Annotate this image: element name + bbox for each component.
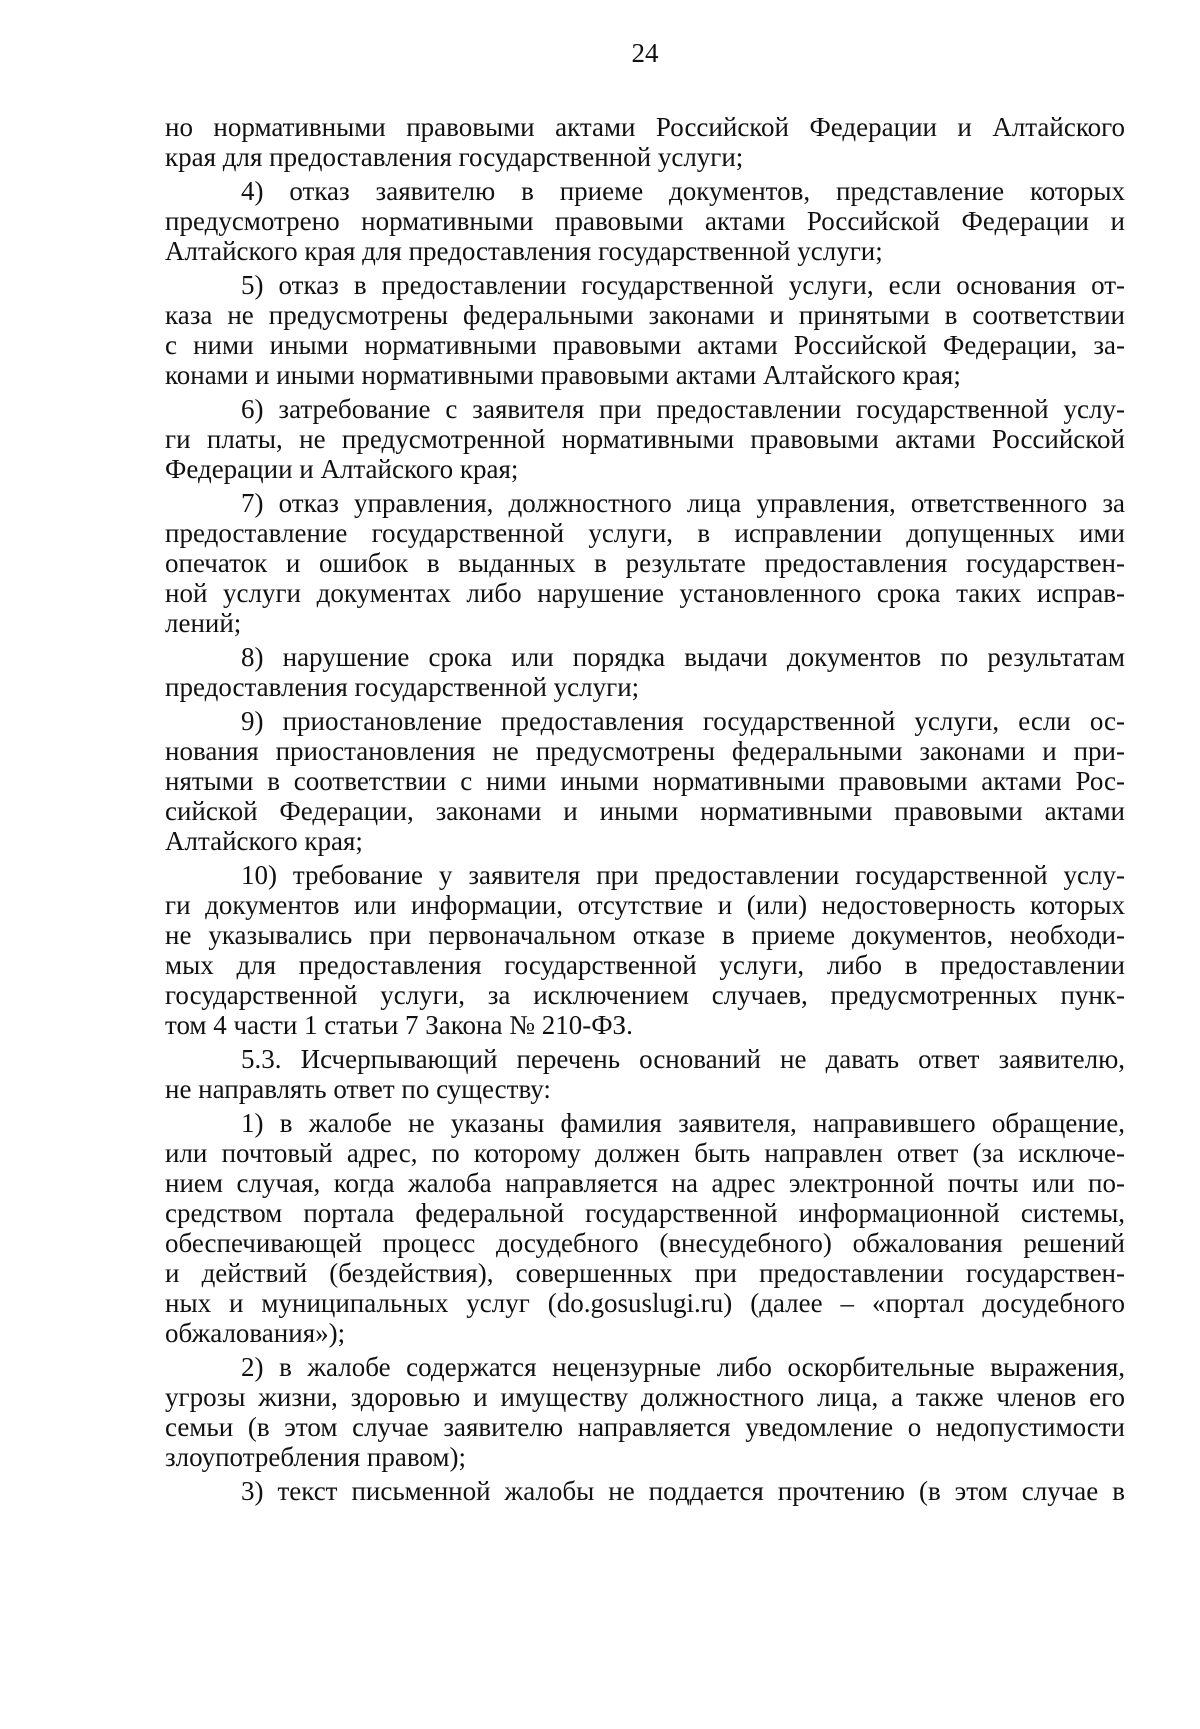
text-line: Федерации и Алтайского края; [165, 454, 519, 484]
text-line: не указывались при первоначальном отказе в приеме документов, необходи- [165, 920, 1125, 950]
text-line: нятыми в соответствии с ними иными нормативными правовыми актами Рос- [165, 766, 1125, 796]
text-line: не направлять ответ по существу: [165, 1074, 551, 1104]
text-line: 5.3. Исчерпывающий перечень оснований не давать ответ заявителю, [241, 1044, 1125, 1074]
page-number: 24 [631, 38, 659, 68]
text-line: государственной услуги, за исключением случаев, предусмотренных пунк- [165, 980, 1125, 1010]
paragraph [165, 1476, 1125, 1506]
text-line: угрозы жизни, здоровью и имуществу должностного лица, а также членов его [165, 1382, 1125, 1412]
paragraph [165, 270, 1125, 390]
text-line: конами и иными нормативными правовыми актами Алтайского края; [165, 360, 961, 390]
text-line: том 4 части 1 статьи 7 Закона № 210-ФЗ. [165, 1010, 633, 1040]
text-line: 5) отказ в предоставлении государственной услуги, если основания от- [241, 270, 1125, 300]
paragraph [165, 394, 1125, 484]
text-line: средством портала федеральной государственной информационной системы, [165, 1198, 1125, 1228]
paragraph [165, 176, 1125, 266]
paragraph [165, 1044, 1125, 1104]
text-line: 6) затребование с заявителя при предоставлении государственной услу- [241, 394, 1125, 424]
text-line: лений; [165, 608, 242, 638]
text-line: 7) отказ управления, должностного лица управления, ответственного за [241, 488, 1125, 518]
text-line: Алтайского края для предоставления государственной услуги; [165, 236, 883, 266]
text-line: сийской Федерации, законами и иными нормативными правовыми актами [165, 796, 1125, 826]
text-line: 4) отказ заявителю в приеме документов, представление которых [241, 176, 1125, 206]
text-line: 3) текст письменной жалобы не поддается прочтению (в этом случае в [241, 1476, 1125, 1506]
paragraph [165, 860, 1125, 1040]
document-body [165, 112, 1125, 1510]
text-line: ги документов или информации, отсутствие и (или) недостоверность которых [165, 890, 1125, 920]
text-line: 8) нарушение срока или порядка выдачи документов по результатам [241, 642, 1125, 672]
text-line: каза не предусмотрены федеральными законами и принятыми в соответствии [165, 300, 1125, 330]
text-line: ги платы, не предусмотренной нормативными правовыми актами Российской [165, 424, 1125, 454]
text-line: нования приостановления не предусмотрены федеральными законами и при- [165, 736, 1125, 766]
text-line: ной услуги документах либо нарушение установленного срока таких исправ- [165, 578, 1125, 608]
text-line: края для предоставления государственной услуги; [165, 142, 744, 172]
text-line: или почтовый адрес, по которому должен быть направлен ответ (за исключе- [165, 1138, 1125, 1168]
text-line: ных и муниципальных услуг (do.gosuslugi.ru) (далее – «портал досудебного [165, 1288, 1125, 1318]
paragraph [165, 112, 1125, 172]
text-line: обеспечивающей процесс досудебного (внесудебного) обжалования решений [165, 1228, 1125, 1258]
text-line: но нормативными правовыми актами Российской Федерации и Алтайского [165, 112, 1125, 142]
paragraph [165, 706, 1125, 856]
paragraph [165, 488, 1125, 638]
text-line: и действий (бездействия), совершенных при предоставлении государствен- [165, 1258, 1125, 1288]
text-line: мых для предоставления государственной услуги, либо в предоставлении [165, 950, 1125, 980]
text-line: с ними иными нормативными правовыми актами Российской Федерации, за- [165, 330, 1125, 360]
paragraph [165, 642, 1125, 702]
text-line: нием случая, когда жалоба направляется на адрес электронной почты или по- [165, 1168, 1125, 1198]
text-line: 10) требование у заявителя при предоставлении государственной услу- [241, 860, 1125, 890]
paragraph [165, 1108, 1125, 1348]
text-line: семьи (в этом случае заявителю направляется уведомление о недопустимости [165, 1412, 1125, 1442]
text-line: 9) приостановление предоставления государственной услуги, если ос- [241, 706, 1125, 736]
text-line: Алтайского края; [165, 826, 363, 856]
text-line: 1) в жалобе не указаны фамилия заявителя, направившего обращение, [241, 1108, 1125, 1138]
text-line: злоупотребления правом); [165, 1442, 466, 1472]
paragraph [165, 1352, 1125, 1472]
text-line: опечаток и ошибок в выданных в результате предоставления государствен- [165, 548, 1125, 578]
text-line: предоставление государственной услуги, в исправлении допущенных ими [165, 518, 1125, 548]
text-line: предоставления государственной услуги; [165, 672, 640, 702]
text-line: обжалования»); [165, 1318, 346, 1348]
text-line: предусмотрено нормативными правовыми актами Российской Федерации и [165, 206, 1125, 236]
text-line: 2) в жалобе содержатся нецензурные либо оскорбительные выражения, [241, 1352, 1125, 1382]
